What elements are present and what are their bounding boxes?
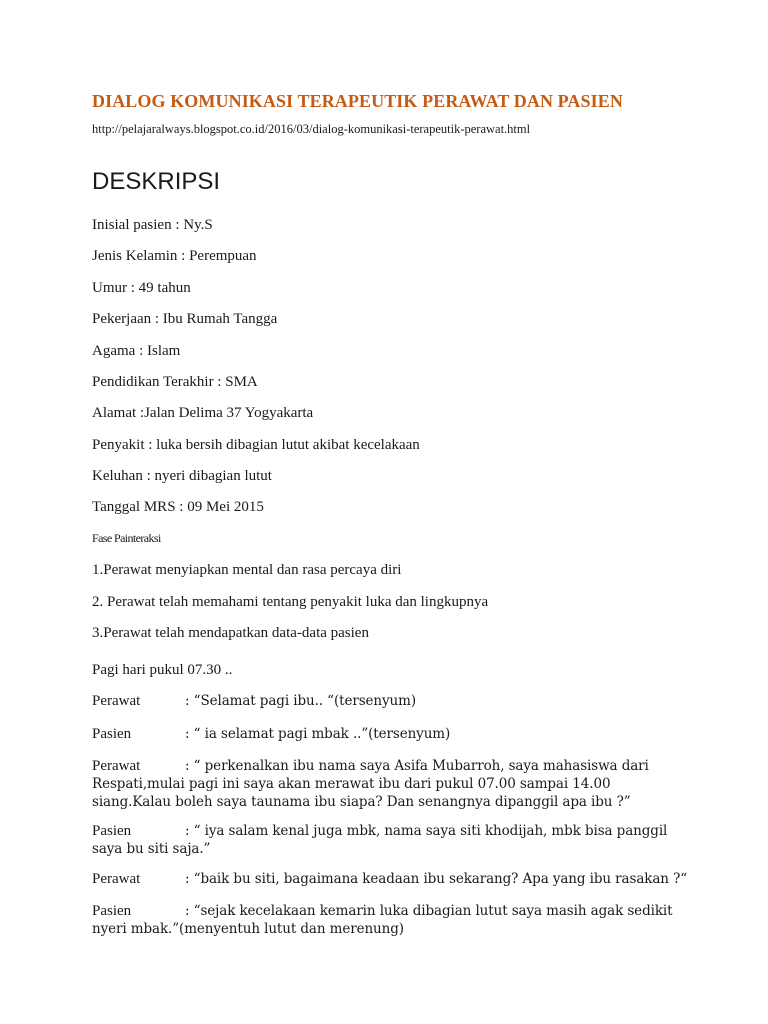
- dialog-line: [92, 692, 692, 710]
- patient-complaint: Keluhan : nyeri dibagian lutut: [92, 468, 272, 484]
- speaker-label: Perawat: [92, 693, 141, 709]
- patient-disease: Penyakit : luka bersih dibagian lutut akibat kecelakaan: [92, 437, 420, 453]
- document-title: DIALOG KOMUNIKASI TERAPEUTIK PERAWAT DAN PASIEN: [92, 91, 623, 111]
- patient-initial: Inisial pasien : Ny.S: [92, 217, 213, 233]
- source-url: http://pelajaralways.blogspot.co.id/2016/03/dialog-komunikasi-terapeutik-perawat.html: [92, 122, 531, 136]
- phase-label: Fase Painteraksi: [92, 531, 161, 545]
- speaker-label: Pasien: [92, 726, 132, 742]
- speaker-label: Perawat: [92, 758, 141, 774]
- phase-item: 3.Perawat telah mendapatkan data-data pasien: [92, 625, 369, 641]
- patient-education: Pendidikan Terakhir : SMA: [92, 374, 258, 390]
- section-heading: DESKRIPSI: [92, 168, 221, 195]
- patient-religion: Agama : Islam: [92, 343, 181, 359]
- dialog-text: : “ ia selamat pagi mbak ..”(tersenyum): [185, 726, 451, 742]
- patient-admission-date: Tanggal MRS : 09 Mei 2015: [92, 499, 264, 515]
- dialog-text: : “Selamat pagi ibu.. “(tersenyum): [185, 693, 417, 709]
- patient-address: Alamat :Jalan Delima 37 Yogyakarta: [92, 405, 314, 421]
- speaker-label: Pasien: [92, 823, 132, 839]
- dialog-line: [92, 870, 692, 888]
- time-note: Pagi hari pukul 07.30 ..: [92, 662, 233, 678]
- dialog-line: [92, 822, 692, 858]
- speaker-label: Pasien: [92, 903, 132, 919]
- dialog-text: : “sejak kecelakaan kemarin luka dibagian lutut saya masih agak sedikit nyeri mbak.”(menyentuh lutut dan merenung): [92, 903, 673, 937]
- patient-occupation: Pekerjaan : Ibu Rumah Tangga: [92, 311, 278, 327]
- phase-item: 1.Perawat menyiapkan mental dan rasa percaya diri: [92, 562, 402, 578]
- dialog-line: [92, 902, 692, 938]
- dialog-text: : “ perkenalkan ibu nama saya Asifa Mubarroh, saya mahasiswa dari Respati,mulai pagi ini saya akan merawat ibu dari pukul 07.00 sampai 14.00 siang.Kalau boleh saya taunama ibu siapa? Dan senangnya dipanggil apa ibu ?”: [92, 758, 649, 810]
- dialog-text: : “ iya salam kenal juga mbk, nama saya siti khodijah, mbk bisa panggil saya bu siti saja.”: [92, 823, 668, 857]
- speaker-label: Perawat: [92, 871, 141, 887]
- dialog-line: [92, 757, 692, 811]
- dialog-line: [92, 725, 692, 743]
- dialog-text: : “baik bu siti, bagaimana keadaan ibu sekarang? Apa yang ibu rasakan ?“: [185, 871, 688, 887]
- patient-age: Umur : 49 tahun: [92, 280, 191, 296]
- phase-item: 2. Perawat telah memahami tentang penyakit luka dan lingkupnya: [92, 594, 489, 610]
- patient-gender: Jenis Kelamin : Perempuan: [92, 248, 257, 264]
